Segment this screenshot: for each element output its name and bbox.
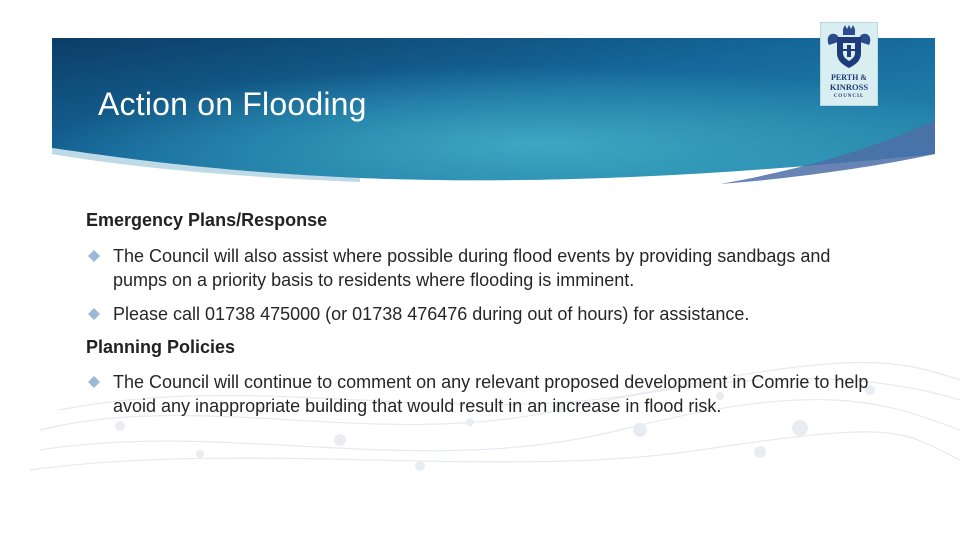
coat-of-arms-icon xyxy=(821,23,877,73)
bullet-item xyxy=(86,244,886,292)
bullet-text: The Council will continue to comment on any relevant proposed development in Comrie to help avoid any inappropriate building that would result in an increase in flood risk. xyxy=(113,372,869,416)
diamond-bullet-icon xyxy=(86,374,102,390)
logo-text-line3: COUNCIL xyxy=(833,94,865,99)
diamond-bullet-icon xyxy=(86,248,102,264)
logo-text-line2: KINROSS xyxy=(829,82,869,92)
bullet-item xyxy=(86,370,886,418)
section-heading-emergency: Emergency Plans/Response xyxy=(86,210,328,230)
bullet-text: The Council will also assist where possible during flood events by providing sandbags and pumps on a priority basis to residents where flooding is imminent. xyxy=(113,246,831,290)
diamond-bullet-icon xyxy=(86,306,102,322)
section-heading-planning: Planning Policies xyxy=(86,337,236,357)
logo-text-line1: PERTH & xyxy=(831,73,867,82)
slide-title: Action on Flooding xyxy=(98,86,367,122)
bullet-text: Please call 01738 475000 (or 01738 476476 during out of hours) for assistance. xyxy=(113,304,750,324)
bullet-item xyxy=(86,302,886,326)
council-logo xyxy=(820,22,878,106)
